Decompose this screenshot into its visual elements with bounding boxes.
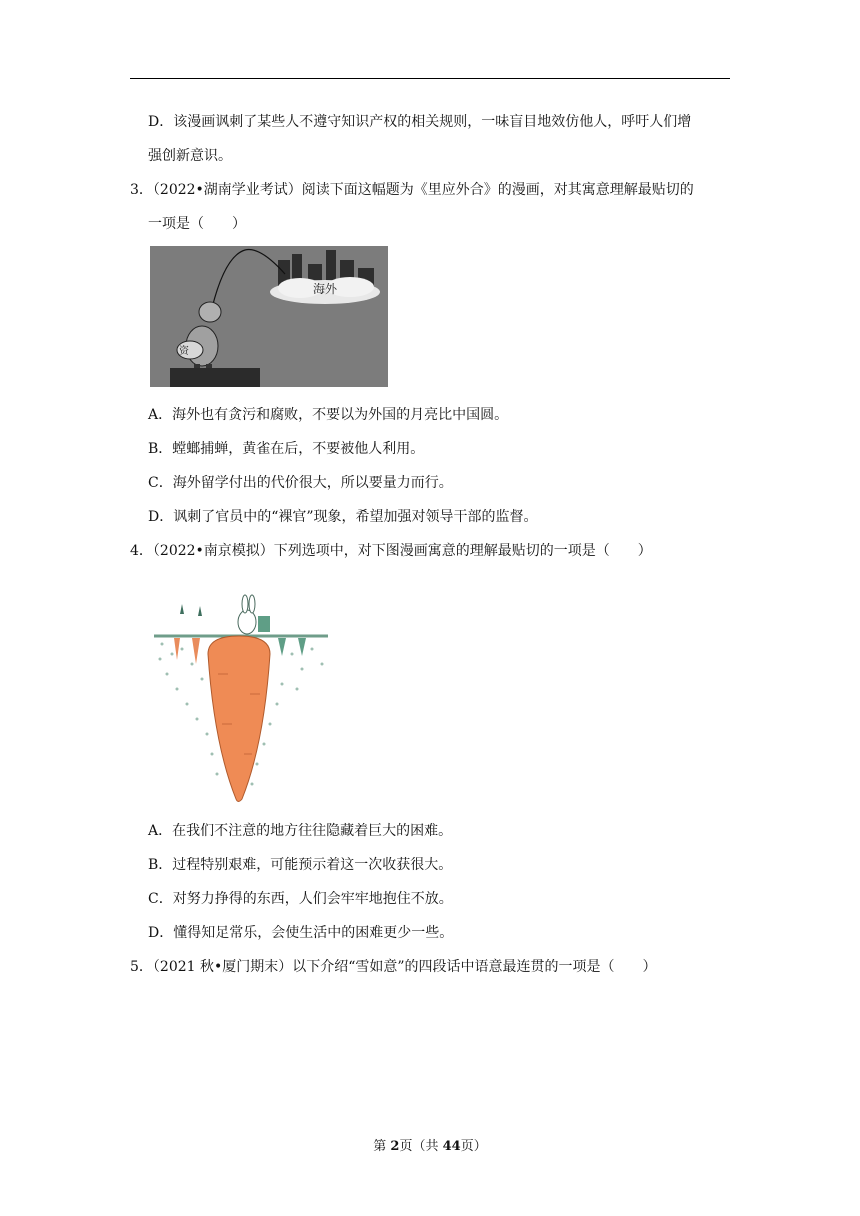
footer-prefix: 第 <box>373 1139 391 1154</box>
footer-total-pages: 44 <box>442 1139 461 1154</box>
page-footer <box>0 1138 860 1156</box>
q4-option-b: B．过程特别艰难，可能预示着这一次收获很大。 <box>148 857 453 873</box>
q4-option-d: D．懂得知足常乐，会使生活中的困难更少一些。 <box>148 925 454 941</box>
q3-stem-line2: 一项是（ ） <box>148 216 246 232</box>
prev-option-d-line1: D．该漫画讽刺了某些人不遵守知识产权的相关规则，一味盲目地效仿他人，呼吁人们增 <box>148 114 692 130</box>
q3-cartoon-image <box>150 246 388 387</box>
overseas-label: 海外 <box>313 282 338 296</box>
q4-carrot-cartoon <box>152 594 330 804</box>
q4-carrot-drawing <box>152 594 330 804</box>
q3-option-a: A．海外也有贪污和腐败，不要以为外国的月亮比中国圆。 <box>148 407 509 423</box>
q3-stem-line1: 3．（2022•湖南学业考试）阅读下面这幅题为《里应外合》的漫画，对其寓意理解最贴切的 <box>130 182 694 198</box>
q3-option-d: D．讽刺了官员中的“裸官”现象，希望加强对领导干部的监督。 <box>148 509 538 525</box>
footer-page-number: 2 <box>390 1139 400 1154</box>
q4-stem: 4．（2022•南京模拟）下列选项中，对下图漫画寓意的理解最贴切的一项是（ ） <box>130 543 652 559</box>
q3-cartoon-drawing <box>150 246 388 387</box>
q3-option-c: C．海外留学付出的代价很大，所以要量力而行。 <box>148 475 453 491</box>
q3-option-b: B．螳螂捕蝉，黄雀在后，不要被他人利用。 <box>148 441 425 457</box>
q5-stem: 5．（2021 秋•厦门期末）以下介绍“雪如意”的四段话中语意最连贯的一项是（ ） <box>130 959 657 975</box>
q4-option-a: A．在我们不注意的地方往往隐藏着巨大的困难。 <box>148 823 453 839</box>
footer-mid: 页（共 <box>399 1139 443 1154</box>
footer-suffix: 页） <box>460 1139 487 1154</box>
q4-option-c: C．对努力挣得的东西，人们会牢牢地抱住不放。 <box>148 891 453 907</box>
header-rule <box>130 78 730 79</box>
money-label: 资 <box>179 346 189 357</box>
prev-option-d-line2: 强创新意识。 <box>148 148 232 164</box>
